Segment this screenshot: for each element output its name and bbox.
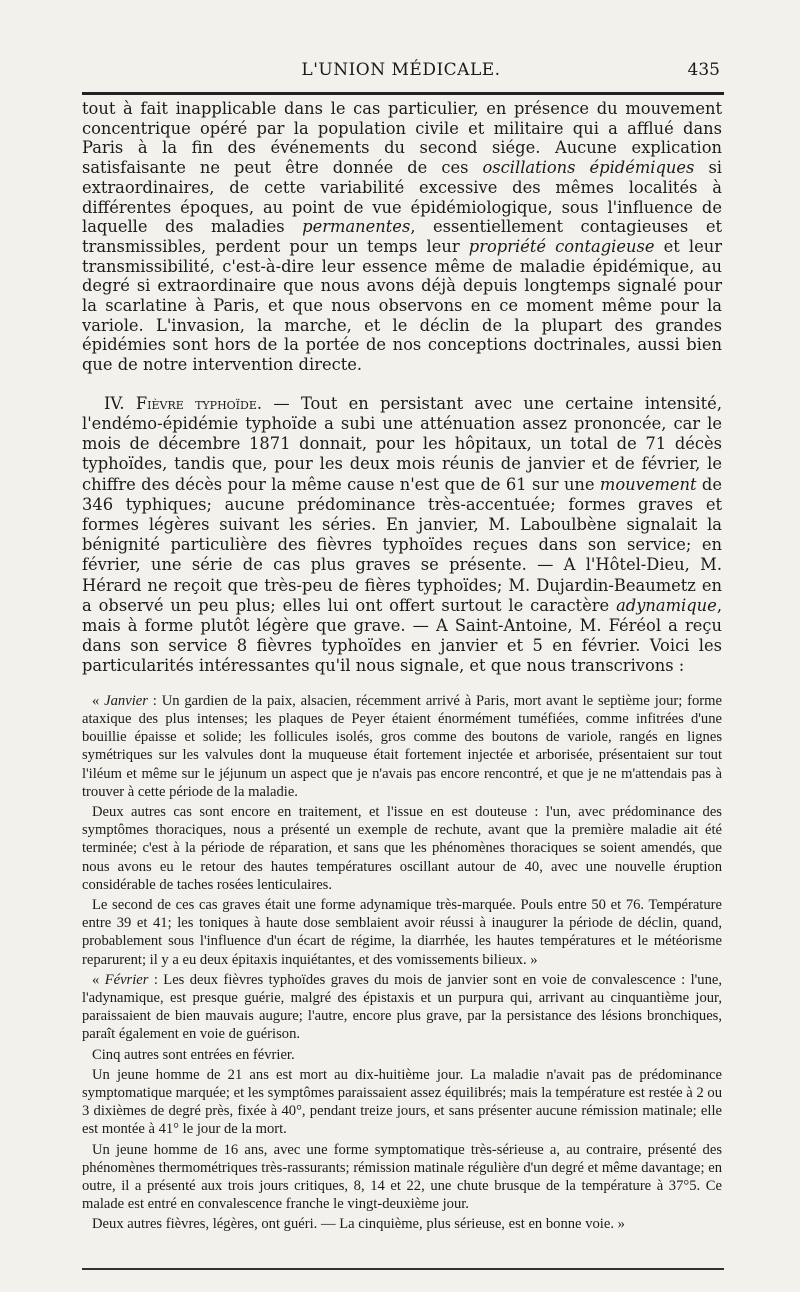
section-iv-paragraph bbox=[82, 394, 722, 677]
section-heading: Fièvre typhoïde. bbox=[135, 393, 263, 413]
month-fevrier: Février bbox=[104, 971, 149, 988]
intro-text-3: , essentiellement contagieuses et transmissibles, perdent pour un temps leur bbox=[82, 217, 722, 256]
intro-paragraph bbox=[82, 99, 722, 375]
quote-text-1: : Un gardien de la paix, alsacien, récemment arrivé à Paris, mort avant le septième jour; forme ataxique des plus intenses; les plaques de Peyer étaient énormément tuméfiées, comme infitrées d'une bouillie épaisse et solide; les follicules isolés, gros comme des boutons de variole, rangés en lignes symétriques sur les valvules dont la muqueuse était fortement injectée et arborisée, présentaient sur tout l'iléum et même sur le jéjunum un aspect que je n'avais pas encore rencontré, et que je ne m'attendais pas à trouver à cette période de la maladie. bbox=[82, 692, 722, 800]
quote-fevrier bbox=[82, 971, 722, 1044]
article-body bbox=[82, 99, 722, 1234]
section-text-1: — Tout en persistant avec une certaine intensité, l'endémo-épidémie typhoïde a subi une atténuation assez prononcée, car le mois de décembre 1871 donnait, pour les hôpitaux, un total de 71 décès typhoïdes, tandis que, pour les deux mois réunis de janvier et de février, le chiffre des décès pour la même cause n'est que de 61 sur une bbox=[82, 393, 722, 494]
intro-italic-2: permanentes bbox=[302, 217, 411, 237]
intro-text-4: et leur transmissibilité, c'est-à-dire leur essence même de maladie épidémique, au degré si extraordinaire que nous avons déjà depuis longtemps signalé pour la scarlatine à Paris, et que nous observons en ce moment même pour la variole. L'invasion, la marche, et le déclin de la plupart des grandes épidémies sont hors de la portée de nos conceptions doctrinales, aussi bien que de notre intervention directe. bbox=[82, 236, 722, 375]
section-italic-1: mouvement bbox=[599, 474, 697, 494]
quote-paragraph-6: Un jeune homme de 21 ans est mort au dix-huitième jour. La maladie n'avait pas de prédominance symptomatique marquée; et les symptômes paraissaient assez équilibrés; mais la température est restée à 2 ou 3 dixièmes de degré près, fixée à 40°, pendant treize jours, et sans présenter aucune rémission matinale; elle est montée à 41° le jour de la mort. bbox=[82, 1066, 722, 1138]
intro-italic-1: oscillations épidémiques bbox=[482, 158, 695, 178]
section-text-3: , mais à forme plutôt légère que grave. — A Saint-Antoine, M. Féréol a reçu dans son service 8 fièvres typhoïdes en janvier et 5 en février. Voici les particularités intéressantes qu'il nous signale, et que nous transcrivons : bbox=[82, 595, 722, 676]
header-rule bbox=[82, 92, 724, 95]
intro-text-1: tout à fait inapplicable dans le cas particulier, en présence du mouvement concentrique opéré par la population civile et militaire qui a afflué dans Paris à la fin des événements du second siége. Aucune explication satisfaisante ne peut être donnée de ces bbox=[82, 99, 722, 178]
quote-open-2: « bbox=[92, 971, 105, 988]
section-number: IV. bbox=[104, 393, 125, 413]
quote-paragraph-7: Un jeune homme de 16 ans, avec une forme symptomatique très-sérieuse a, au contraire, présenté des phénomènes thermométriques très-rassurants; rémission matinale régulière d'un degré et même davantage; en outre, il a présenté aux trois jours critiques, 8, 14 et 22, une chute brusque de la température à 37°5. Ce malade est entré en convalescence franche le vingt-deuxième jour. bbox=[82, 1141, 722, 1213]
intro-text-2: si extraordinaires, de cette variabilité excessive des mêmes localités à différentes époques, au point de vue épidémiologique, sous l'influence de laquelle des maladies bbox=[82, 158, 722, 237]
intro-italic-3: propriété contagieuse bbox=[468, 236, 655, 256]
quote-text-4: : Les deux fièvres typhoïdes graves du mois de janvier sont en voie de convalescence : l'une, l'adynamique, est presque guérie, malgré des épistaxis et un purpura qui, arrivant au cinquantième jour, paraissaient de bien mauvais augure; l'autre, encore plus grave, par la persistance des lésions bronchiques, paraît également en voie de guérison. bbox=[82, 971, 722, 1043]
quote-paragraph-5: Cinq autres sont entrées en février. bbox=[92, 1046, 295, 1063]
section-italic-2: adynamique bbox=[616, 595, 717, 615]
month-janvier: Janvier bbox=[104, 692, 148, 709]
section-text-2: de 346 typhiques; aucune prédominance très-accentuée; formes graves et formes légères suivant les séries. En janvier, M. Laboulbène signalait la bénignité particulière des fièvres typhoïdes reçues dans son service; en février, une série de cas plus graves se présente. — A l'Hôtel-Dieu, M. Hérard ne reçoit que très-peu de fières typhoïdes; M. Dujardin-Beaumetz en a observé un peu plus; elles lui ont offert surtout le caractère bbox=[82, 474, 722, 615]
footer-rule bbox=[82, 1268, 724, 1270]
quote-paragraph-2: Deux autres cas sont encore en traitement, et l'issue en est douteuse : l'un, avec prédominance des symptômes thoraciques, nous a présenté un exemple de rechute, avant que la première maladie ait été terminée; c'est à la période de réparation, et sans que les phénomènes thoraciques se soient amendés, que nous avons eu le retour des hautes températures oscillant autour de 40, avec une nouvelle éruption considérable de taches rosées lenticulaires. bbox=[82, 803, 722, 893]
page-number: 435 bbox=[687, 60, 720, 80]
quote-janvier bbox=[82, 692, 722, 801]
quote-paragraph-8: Deux autres fièvres, légères, ont guéri. — La cinquième, plus sérieuse, est en bonne voie. » bbox=[92, 1216, 625, 1233]
journal-title: L'UNION MÉDICALE. bbox=[301, 60, 501, 80]
quote-paragraph-3: Le second de ces cas graves était une forme adynamique très-marquée. Pouls entre 50 et 76. Température entre 39 et 41; les toniques à haute dose semblaient avoir réussi à inaugurer la période de déclin, quand, probablement sous l'influence d'un écart de régime, la diarrhée, les hautes températures et le météorisme reparurent; il y a eu deux épitaxis inquiétantes, et des vomissements bilieux. » bbox=[82, 896, 722, 968]
running-head bbox=[82, 56, 720, 86]
quote-open-1: « bbox=[92, 692, 105, 709]
